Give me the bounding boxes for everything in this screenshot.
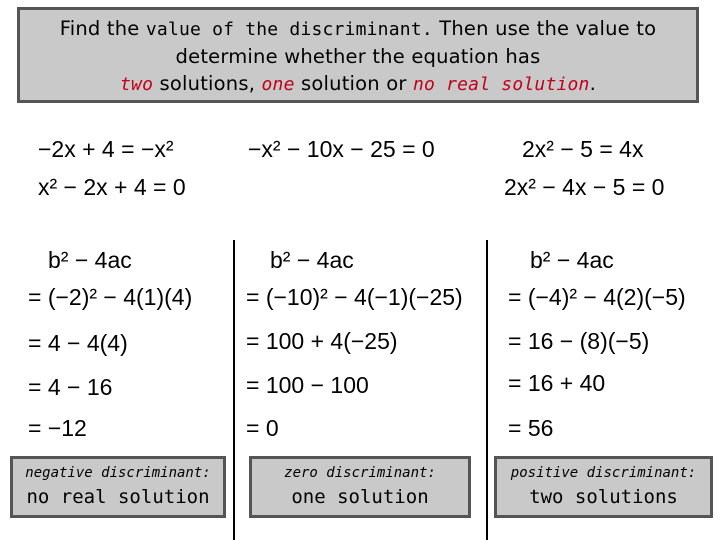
instruction-banner xyxy=(17,7,699,103)
instruction-text: solution or xyxy=(294,72,413,95)
result-3-value: two solutions xyxy=(529,486,678,508)
result-2-label: zero discriminant: xyxy=(284,465,436,481)
result-1-value: no real solution xyxy=(26,486,210,508)
problem-2-step-4: = 0 xyxy=(246,415,279,441)
problem-2-step-1: = (−10)² − 4(−1)(−25) xyxy=(246,284,463,310)
problem-3-step-2: = 16 − (8)(−5) xyxy=(508,328,650,354)
problem-3-step-4: = 56 xyxy=(508,415,554,441)
problem-1-step-4: = −12 xyxy=(28,415,87,441)
result-box-3 xyxy=(494,456,713,518)
problem-1-step-2: = 4 − 4(4) xyxy=(28,330,128,356)
instruction-text: Then use the value to xyxy=(432,17,657,40)
column-divider-left xyxy=(233,240,235,540)
problem-3-formula: b² − 4ac xyxy=(530,247,614,273)
instruction-line-3 xyxy=(20,70,696,98)
result-2-value: one solution xyxy=(291,486,429,508)
problem-3-step-3: = 16 + 40 xyxy=(508,370,606,396)
option-two: two xyxy=(120,74,154,95)
result-1-label: negative discriminant: xyxy=(25,465,211,481)
instruction-text: solutions, xyxy=(153,72,262,95)
problem-1-equation: −2x + 4 = −x² xyxy=(38,136,174,162)
instruction-line-1 xyxy=(20,15,696,43)
problem-1-step-1: = (−2)² − 4(1)(4) xyxy=(28,284,193,310)
problem-2-formula: b² − 4ac xyxy=(270,247,354,273)
instruction-line-2: determine whether the equation has xyxy=(175,45,541,68)
problem-3-equation: 2x² − 5 = 4x xyxy=(522,136,644,162)
option-one: one xyxy=(261,74,295,95)
column-divider-right xyxy=(486,240,488,540)
problem-2-equation: −x² − 10x − 25 = 0 xyxy=(248,136,435,162)
result-box-2 xyxy=(249,456,471,518)
instruction-text: . xyxy=(589,72,596,95)
result-3-label: positive discriminant: xyxy=(510,465,697,481)
problem-1-formula: b² − 4ac xyxy=(48,247,132,273)
problem-2-step-2: = 100 + 4(−25) xyxy=(246,328,398,354)
problem-3-step-1: = (−4)² − 4(2)(−5) xyxy=(508,284,686,310)
option-no-real: no real solution xyxy=(413,74,590,95)
instruction-text: Find the xyxy=(59,17,146,40)
problem-2-step-3: = 100 − 100 xyxy=(246,372,369,398)
instruction-emphasis: value of the discriminant. xyxy=(145,19,433,40)
problem-3-standard-form: 2x² − 4x − 5 = 0 xyxy=(504,174,665,200)
problem-1-step-3: = 4 − 16 xyxy=(28,374,113,400)
result-box-1 xyxy=(10,456,226,518)
problem-1-standard-form: x² − 2x + 4 = 0 xyxy=(38,174,186,200)
